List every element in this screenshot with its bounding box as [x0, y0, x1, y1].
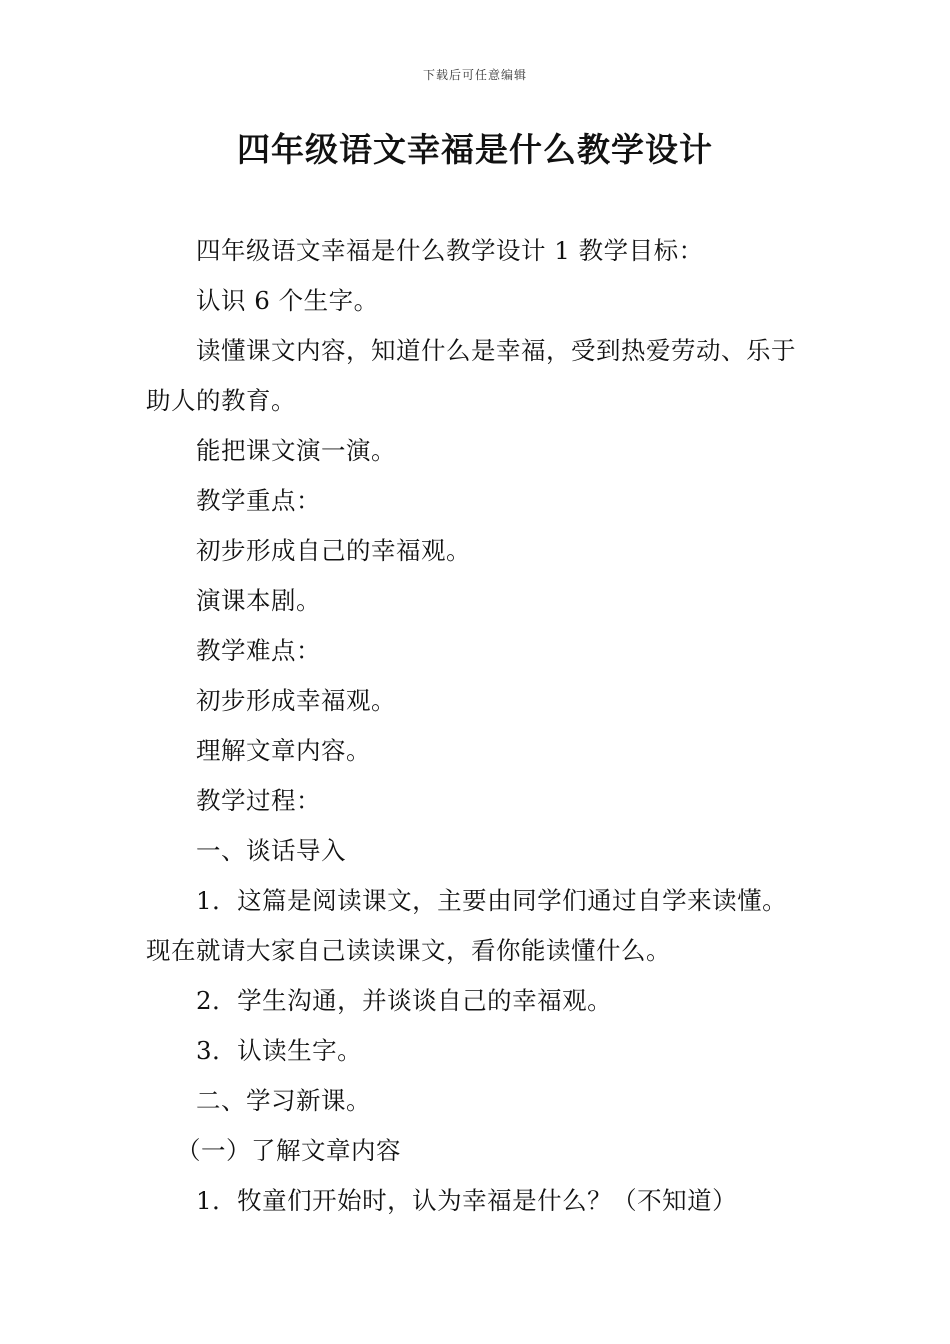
paragraph: 3．认读生字。 — [196, 1036, 363, 1065]
document-body — [146, 226, 808, 1226]
paragraph: 初步形成幸福观。 — [196, 686, 396, 715]
document-title: 四年级语文幸福是什么教学设计 — [237, 130, 713, 169]
paragraph: 二、学习新课。 — [196, 1086, 371, 1115]
paragraph: 四年级语文幸福是什么教学设计 1 教学目标： — [196, 236, 704, 265]
paragraph: 理解文章内容。 — [196, 736, 371, 765]
paragraph: （一）了解文章内容 — [176, 1136, 401, 1165]
paragraph: 1．牧童们开始时，认为幸福是什么？（不知道） — [196, 1186, 738, 1215]
paragraph: 教学过程： — [196, 786, 321, 815]
paragraph: 读懂课文内容，知道什么是幸福，受到热爱劳动、乐于助人的教育。 — [146, 336, 796, 415]
page-header-note: 下载后可任意编辑 — [422, 68, 527, 82]
paragraph: 初步形成自己的幸福观。 — [196, 536, 471, 565]
paragraph: 教学难点： — [196, 636, 321, 665]
paragraph: 能把课文演一演。 — [196, 436, 396, 465]
paragraph: 认识 6 个生字。 — [196, 286, 379, 315]
paragraph: 一、谈话导入 — [196, 836, 346, 865]
paragraph: 演课本剧。 — [196, 586, 321, 615]
paragraph: 1．这篇是阅读课文，主要由同学们通过自学来读懂。现在就请大家自己读读课文，看你能读懂什么。 — [146, 886, 788, 965]
paragraph: 2．学生沟通，并谈谈自己的幸福观。 — [196, 986, 613, 1015]
paragraph: 教学重点： — [196, 486, 321, 515]
